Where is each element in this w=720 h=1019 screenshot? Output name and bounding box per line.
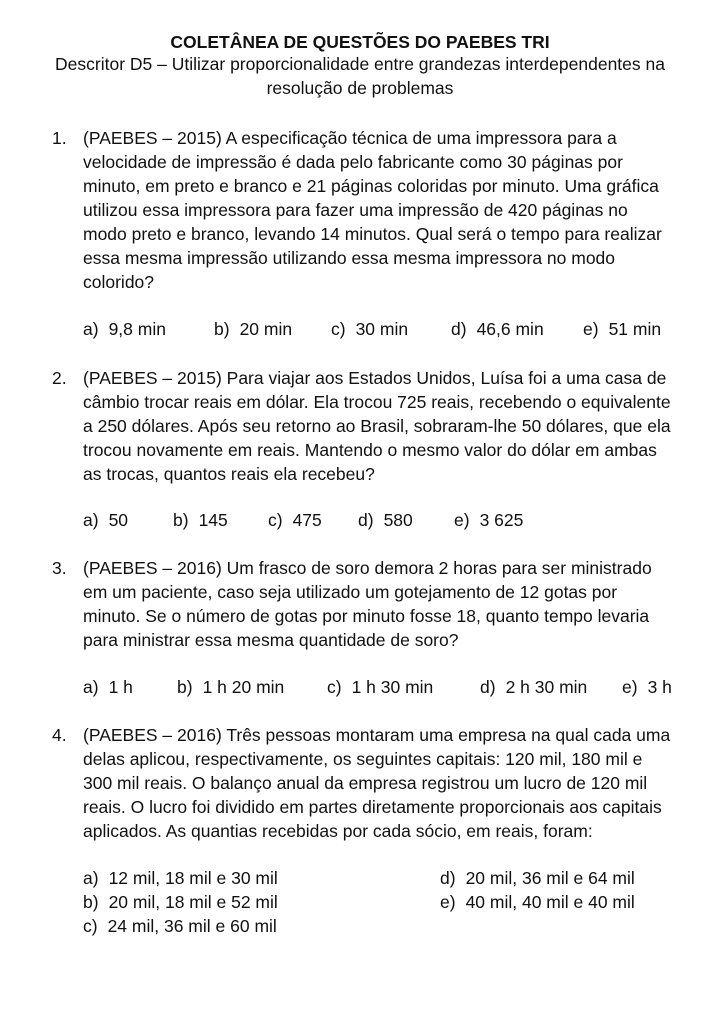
option-label: a) bbox=[83, 319, 99, 339]
option-e[interactable] bbox=[622, 675, 672, 699]
option-value: 1 h bbox=[108, 677, 133, 697]
option-value: 40 mil, 40 mil e 40 mil bbox=[465, 892, 635, 912]
option-label: c) bbox=[327, 677, 342, 697]
option-label: b) bbox=[214, 319, 230, 339]
option-a[interactable] bbox=[83, 508, 128, 532]
question-text: (PAEBES – 2015) A especificação técnica de uma impressora para a velocidade de impressão é dada pelo fabricante como 30 páginas por minuto, em preto e branco e 21 páginas coloridas por minuto. Uma gráfica utilizou essa impressora para fazer uma impressão de 420 páginas no modo preto e branco, levando 14 minutos. Qual será o tempo para realizar essa mesma impressão utilizando essa mesma impressora no modo colorido? bbox=[83, 128, 662, 292]
option-label: b) bbox=[173, 510, 189, 530]
option-label: b) bbox=[83, 892, 99, 912]
option-label: d) bbox=[480, 677, 496, 697]
option-value: 20 min bbox=[239, 319, 293, 339]
option-value: 3 h bbox=[647, 677, 672, 697]
question-number: 3. bbox=[52, 558, 67, 578]
option-value: 9,8 min bbox=[108, 319, 166, 339]
option-b[interactable] bbox=[177, 675, 284, 699]
option-d[interactable] bbox=[440, 866, 635, 890]
option-label: c) bbox=[268, 510, 283, 530]
option-value: 51 min bbox=[608, 319, 662, 339]
option-e[interactable] bbox=[583, 317, 661, 341]
option-a[interactable] bbox=[83, 866, 278, 890]
option-label: a) bbox=[83, 510, 99, 530]
option-value: 20 mil, 18 mil e 52 mil bbox=[108, 892, 278, 912]
option-c[interactable] bbox=[327, 675, 433, 699]
option-b[interactable] bbox=[83, 890, 278, 914]
option-label: d) bbox=[358, 510, 374, 530]
option-e[interactable] bbox=[454, 508, 523, 532]
option-label: e) bbox=[454, 510, 470, 530]
option-value: 1 h 30 min bbox=[351, 677, 434, 697]
option-label: c) bbox=[83, 916, 98, 936]
answer-options bbox=[83, 675, 683, 699]
option-e[interactable] bbox=[440, 890, 635, 914]
option-value: 580 bbox=[383, 510, 413, 530]
page-subtitle: Descritor D5 – Utilizar proporcionalidade entre grandezas interdependentes na resolução de problemas bbox=[55, 54, 665, 98]
option-value: 12 mil, 18 mil e 30 mil bbox=[108, 868, 278, 888]
option-value: 24 mil, 36 mil e 60 mil bbox=[107, 916, 277, 936]
question-text: (PAEBES – 2016) Um frasco de soro demora 2 horas para ser ministrado em um paciente, caso seja utilizado um gotejamento de 12 gotas por minuto. Se o número de gotas por minuto fosse 18, quanto tempo levaria para ministrar essa mesma quantidade de soro? bbox=[83, 558, 652, 650]
option-value: 475 bbox=[292, 510, 322, 530]
question-text: (PAEBES – 2015) Para viajar aos Estados Unidos, Luísa foi a uma casa de câmbio trocar reais em dólar. Ela trocou 725 reais, recebendo o equivalente a 250 dólares. Após seu retorno ao Brasil, sobraram-lhe 50 dólares, que ela trocou novamente em reais. Mantendo o mesmo valor do dólar em ambas as trocas, quantos reais ela recebeu? bbox=[83, 368, 671, 484]
option-label: a) bbox=[83, 677, 99, 697]
question-text: (PAEBES – 2016) Três pessoas montaram uma empresa na qual cada uma delas aplicou, respectivamente, os seguintes capitais: 120 mil, 180 mil e 300 mil reais. O balanço anual da empresa registrou um lucro de 120 mil reais. O lucro foi dividido em partes diretamente proporcionais aos capitais aplicados. As quantias recebidas por cada sócio, em reais, foram: bbox=[83, 725, 671, 841]
option-b[interactable] bbox=[173, 508, 228, 532]
option-value: 30 min bbox=[355, 319, 409, 339]
option-d[interactable] bbox=[480, 675, 587, 699]
option-label: b) bbox=[177, 677, 193, 697]
question-number: 1. bbox=[52, 128, 67, 148]
option-label: d) bbox=[451, 319, 467, 339]
option-c[interactable] bbox=[331, 317, 408, 341]
option-value: 50 bbox=[108, 510, 129, 530]
page-title: COLETÂNEA DE QUESTÕES DO PAEBES TRI bbox=[170, 32, 550, 52]
option-value: 2 h 30 min bbox=[505, 677, 588, 697]
option-b[interactable] bbox=[214, 317, 292, 341]
option-d[interactable] bbox=[451, 317, 544, 341]
option-value: 20 mil, 36 mil e 64 mil bbox=[465, 868, 635, 888]
option-a[interactable] bbox=[83, 317, 166, 341]
answer-options bbox=[83, 508, 683, 532]
option-label: a) bbox=[83, 868, 99, 888]
option-a[interactable] bbox=[83, 675, 133, 699]
answer-options bbox=[83, 317, 683, 341]
question-number: 2. bbox=[52, 368, 67, 388]
option-label: c) bbox=[331, 319, 346, 339]
answer-options bbox=[83, 866, 683, 938]
question-number: 4. bbox=[52, 725, 67, 745]
option-c[interactable] bbox=[83, 914, 277, 938]
option-label: e) bbox=[622, 677, 638, 697]
option-label: e) bbox=[583, 319, 599, 339]
option-d[interactable] bbox=[358, 508, 413, 532]
option-label: e) bbox=[440, 892, 456, 912]
option-value: 46,6 min bbox=[476, 319, 544, 339]
option-c[interactable] bbox=[268, 508, 322, 532]
option-value: 145 bbox=[198, 510, 228, 530]
option-value: 1 h 20 min bbox=[202, 677, 285, 697]
option-value: 3 625 bbox=[479, 510, 524, 530]
option-label: d) bbox=[440, 868, 456, 888]
